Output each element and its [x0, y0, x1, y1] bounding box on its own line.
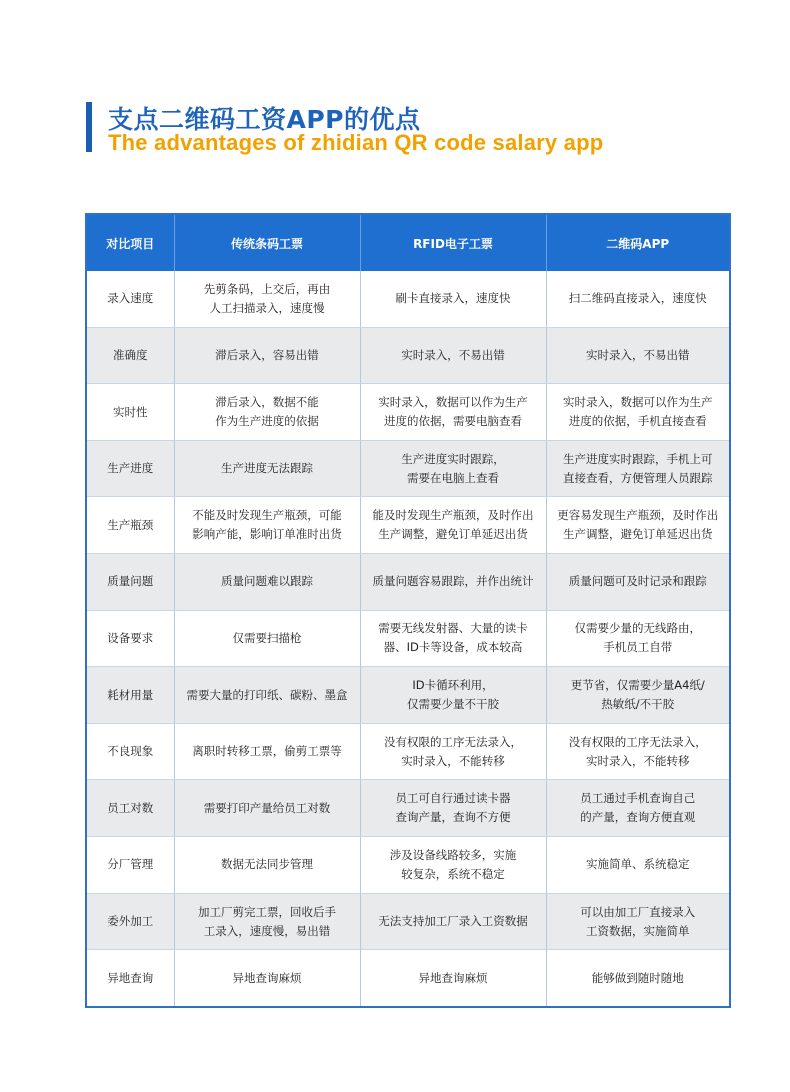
cell-text: 不能及时发现生产瓶颈，可能 影响产能，影响订单准时出货 [192, 508, 342, 542]
cell-traditional [174, 610, 360, 667]
cell-rfid [360, 667, 546, 724]
cell-text: 分厂管理 [107, 857, 154, 872]
cell-text: 仅需要扫描枪 [232, 630, 302, 645]
cell-text: 异地查询麻烦 [232, 970, 302, 985]
cell-text: 没有权限的工序无法录入， 实时录入，不能转移 [384, 734, 522, 768]
cell-rfid [360, 327, 546, 384]
cell-text: 离职时转移工票，偷剪工票等 [192, 744, 342, 759]
cell-text: 生产进度实时跟踪，手机上可 直接查看，方便管理人员跟踪 [563, 451, 713, 485]
table-row [86, 837, 730, 894]
cell-rfid [360, 837, 546, 894]
cell-text: 扫二维码直接录入，速度快 [568, 291, 707, 306]
cell-text: 质量问题可及时记录和跟踪 [568, 574, 707, 589]
cell-traditional [174, 837, 360, 894]
table-row [86, 440, 730, 497]
cell-text: 刷卡直接录入，速度快 [395, 291, 511, 306]
cell-item [86, 610, 174, 667]
cell-item [86, 554, 174, 611]
cell-qr [546, 497, 730, 554]
cell-traditional [174, 723, 360, 780]
cell-text: 员工通过手机查询自己 的产量，查询方便直观 [580, 791, 696, 825]
cell-traditional [174, 554, 360, 611]
table-row [86, 271, 730, 327]
cell-traditional [174, 667, 360, 724]
cell-item [86, 723, 174, 780]
cell-text: 质量问题容易跟踪，并作出统计 [372, 574, 534, 589]
table-row [86, 554, 730, 611]
cell-qr [546, 837, 730, 894]
cell-rfid [360, 271, 546, 327]
cell-text: 耗材用量 [107, 687, 154, 702]
cell-text: 涉及设备线路较多，实施 较复杂，系统不稳定 [389, 847, 517, 881]
table-header-row [86, 214, 730, 271]
cell-text: 更容易发现生产瓶颈，及时作出 生产调整，避免订单延迟出货 [557, 508, 719, 542]
cell-item [86, 327, 174, 384]
cell-rfid [360, 780, 546, 837]
header-rfid: RFID电子工票 [360, 214, 546, 271]
cell-traditional [174, 780, 360, 837]
cell-rfid [360, 950, 546, 1007]
cell-rfid [360, 440, 546, 497]
cell-text: 员工对数 [107, 800, 154, 815]
table-row [86, 723, 730, 780]
cell-text: 实时录入，数据可以作为生产 进度的依据，手机直接查看 [563, 395, 713, 429]
cell-text: 实施简单、系统稳定 [586, 857, 690, 872]
cell-text: 不良现象 [107, 744, 154, 759]
cell-qr [546, 893, 730, 950]
cell-item [86, 893, 174, 950]
cell-rfid [360, 893, 546, 950]
cell-traditional [174, 327, 360, 384]
cell-text: 质量问题难以跟踪 [221, 574, 313, 589]
cell-item [86, 667, 174, 724]
cell-text: 能及时发现生产瓶颈，及时作出 生产调整，避免订单延迟出货 [372, 508, 534, 542]
header-item: 对比项目 [86, 214, 174, 271]
cell-rfid [360, 723, 546, 780]
cell-qr [546, 610, 730, 667]
cell-qr [546, 384, 730, 441]
table-row [86, 893, 730, 950]
cell-rfid [360, 610, 546, 667]
comparison-table [85, 213, 731, 1008]
cell-text: 准确度 [113, 347, 148, 362]
cell-text: 需要打印产量给员工对数 [203, 800, 331, 815]
cell-item [86, 780, 174, 837]
cell-traditional [174, 384, 360, 441]
cell-traditional [174, 271, 360, 327]
cell-item [86, 384, 174, 441]
cell-text: 更节省，仅需要少量A4纸/ 热敏纸/不干胶 [570, 678, 705, 712]
header-traditional: 传统条码工票 [174, 214, 360, 271]
cell-text: 质量问题 [107, 574, 154, 589]
cell-rfid [360, 497, 546, 554]
cell-text: 异地查询麻烦 [418, 970, 488, 985]
cell-item [86, 271, 174, 327]
cell-qr [546, 440, 730, 497]
page-title: 支点二维码工资APP的优点 [108, 105, 421, 134]
cell-text: 滞后录入，容易出错 [215, 347, 319, 362]
cell-text: 实时性 [113, 404, 148, 419]
table-row [86, 327, 730, 384]
cell-text: 先剪条码，上交后，再由 人工扫描录入，速度慢 [203, 281, 331, 315]
table-row [86, 667, 730, 724]
cell-traditional [174, 893, 360, 950]
table-row [86, 497, 730, 554]
cell-text: 实时录入，不易出错 [586, 347, 690, 362]
cell-item [86, 837, 174, 894]
cell-text: 生产进度实时跟踪， 需要在电脑上查看 [401, 451, 505, 485]
cell-qr [546, 327, 730, 384]
cell-traditional [174, 440, 360, 497]
cell-qr [546, 723, 730, 780]
cell-text: 滞后录入，数据不能 作为生产进度的依据 [215, 395, 319, 429]
cell-text: 异地查询 [107, 970, 154, 985]
cell-text: 实时录入，数据可以作为生产 进度的依据，需要电脑查看 [378, 395, 528, 429]
cell-text: 可以由加工厂直接录入 工资数据，实施简单 [580, 904, 696, 938]
cell-traditional [174, 497, 360, 554]
table-row [86, 780, 730, 837]
cell-text: 能够做到随时随地 [591, 970, 684, 985]
table-row [86, 950, 730, 1007]
cell-item [86, 497, 174, 554]
cell-text: 仅需要少量的无线路由， 手机员工自带 [574, 621, 701, 655]
cell-text: 没有权限的工序无法录入， 实时录入，不能转移 [568, 734, 707, 768]
cell-qr [546, 554, 730, 611]
cell-qr [546, 271, 730, 327]
cell-text: 无法支持加工厂录入工资数据 [378, 914, 528, 928]
table-row [86, 384, 730, 441]
cell-item [86, 440, 174, 497]
cell-text: 生产进度 [107, 461, 154, 476]
table-row [86, 610, 730, 667]
cell-traditional [174, 950, 360, 1007]
cell-text: 数据无法同步管理 [221, 857, 313, 872]
page-subtitle: The advantages of zhidian QR code salary app [108, 130, 604, 155]
cell-text: 生产进度无法跟踪 [221, 461, 313, 476]
cell-text: 需要无线发射器、大量的读卡 器、ID卡等设备，成本较高 [378, 621, 528, 655]
title-accent-bar [86, 102, 92, 152]
header-qr-app: 二维码APP [546, 214, 730, 271]
cell-text: 加工厂剪完工票，回收后手 工录入，速度慢，易出错 [198, 904, 336, 938]
cell-qr [546, 667, 730, 724]
cell-text: 员工可自行通过读卡器 查询产量，查询不方便 [395, 791, 511, 825]
cell-qr [546, 780, 730, 837]
cell-text: 实时录入，不易出错 [401, 347, 505, 362]
cell-text: 设备要求 [107, 630, 154, 645]
cell-rfid [360, 384, 546, 441]
cell-rfid [360, 554, 546, 611]
cell-qr [546, 950, 730, 1007]
cell-text: 需要大量的打印纸、碳粉、墨盒 [186, 687, 348, 702]
cell-text: ID卡循环利用， 仅需要少量不干胶 [407, 678, 499, 712]
cell-text: 委外加工 [107, 914, 154, 928]
cell-item [86, 950, 174, 1007]
cell-text: 录入速度 [107, 291, 154, 306]
cell-text: 生产瓶颈 [107, 517, 154, 532]
